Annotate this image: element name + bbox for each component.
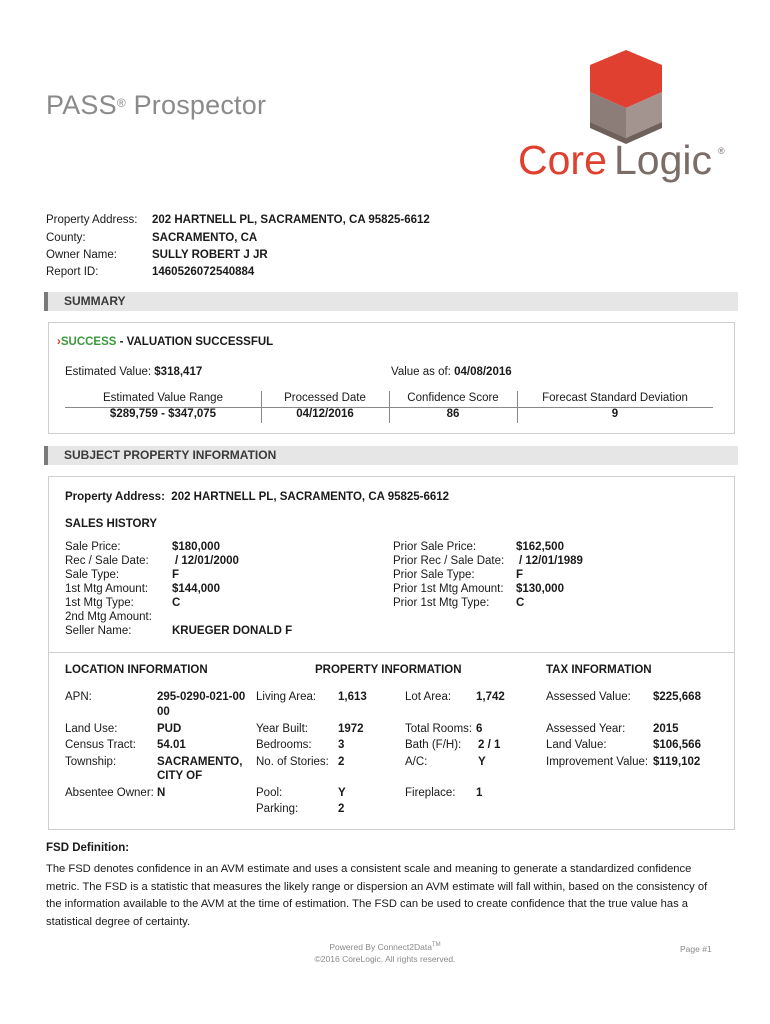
prior-sale-date-label: Prior Rec / Sale Date: [393, 555, 505, 567]
fireplace-value: 1 [476, 787, 483, 799]
svg-text:®: ® [718, 146, 725, 156]
township-value: SACRAMENTO, [157, 756, 243, 768]
land-use-value: PUD [157, 723, 182, 735]
tax-info-title: TAX INFORMATION [546, 664, 652, 676]
parking-label: Parking: [256, 803, 299, 815]
second-mtg-amount-label: 2nd Mtg Amount: [65, 611, 152, 623]
sale-price-value: $180,000 [172, 541, 220, 553]
first-mtg-amount-label: 1st Mtg Amount: [65, 583, 149, 595]
fsd-definition-text: The FSD denotes confidence in an AVM estimate and uses a consistent scale and meaning to generate a standardized confidence metric. The FSD is a statistic that measures the likely range or dispersion an AVM estimate will fall within, based on the consistency of the information available to the AVM at the time of estimation. The FSD can be used to create confidence that the true value has a statistical degree of certainty. [46, 863, 708, 928]
apn-value-cont: 00 [157, 706, 170, 718]
total-rooms-label: Total Rooms: [405, 723, 473, 735]
sale-type-label: Sale Type: [65, 569, 120, 581]
prior-mtg-amount-value: $130,000 [516, 583, 564, 595]
total-rooms-value: 6 [476, 723, 483, 735]
prior-sale-price-value: $162,500 [516, 541, 564, 553]
page-number: Page #1 [680, 944, 712, 954]
sales-divider [49, 652, 734, 653]
census-tract-value: 54.01 [157, 739, 186, 751]
confidence-score-label: Confidence Score [407, 392, 499, 404]
summary-col-divider [261, 391, 262, 423]
improvement-value-label: Improvement Value: [546, 756, 649, 768]
corelogic-logo [512, 50, 728, 185]
county-label: County: [46, 232, 86, 244]
assessed-year: 2015 [653, 723, 679, 735]
fsd-label: Forecast Standard Deviation [542, 392, 688, 404]
subject-address: Property Address: 202 HARTNELL PL, SACRAMENTO, CA 95825-6612 [65, 491, 450, 503]
living-area-label: Living Area: [256, 691, 317, 703]
lot-area-value: 1,742 [476, 691, 505, 703]
report-id-value: 1460526072540884 [152, 266, 255, 278]
township-value-cont: CITY OF [157, 770, 203, 782]
sales-history-title: SALES HISTORY [65, 518, 158, 530]
sale-type-value: F [172, 569, 180, 581]
address-label: Property Address: [46, 214, 138, 226]
lot-area-label: Lot Area: [405, 691, 452, 703]
svg-text:Logic: Logic [614, 137, 713, 183]
assessed-year-label: Assessed Year: [546, 723, 626, 735]
value-as-of: Value as of: 04/08/2016 [391, 366, 512, 378]
estimated-value: Estimated Value: $318,417 [65, 366, 203, 378]
assessed-value: $225,668 [653, 691, 701, 703]
fireplace-label: Fireplace: [405, 787, 456, 799]
summary-col-divider [389, 391, 390, 423]
apn-value: 295-0290-021-00 [157, 691, 246, 703]
census-tract-label: Census Tract: [65, 739, 136, 751]
report-id-label: Report ID: [46, 266, 99, 278]
processed-date-label: Processed Date [284, 392, 366, 404]
year-built-label: Year Built: [256, 723, 308, 735]
assessed-value-label: Assessed Value: [546, 691, 631, 703]
absentee-owner-value: N [157, 787, 166, 799]
fsd-definition-title: FSD Definition: [46, 842, 130, 854]
bedrooms-value: 3 [338, 739, 345, 751]
pool-value: Y [338, 787, 346, 799]
subject-section-header: SUBJECT PROPERTY INFORMATION [44, 446, 738, 465]
report-title: PASS® Prospector [46, 90, 267, 120]
status-chevron-icon: › [57, 336, 61, 348]
property-info-title: PROPERTY INFORMATION [315, 664, 462, 676]
land-value-label: Land Value: [546, 739, 607, 751]
bedrooms-label: Bedrooms: [256, 739, 312, 751]
sale-date-label: Rec / Sale Date: [65, 555, 149, 567]
township-label: Township: [65, 756, 117, 768]
owner-label: Owner Name: [46, 249, 117, 261]
seller-name-value: KRUEGER DONALD F [172, 625, 293, 637]
subject-box [48, 476, 735, 830]
svg-text:Core: Core [518, 137, 607, 183]
powered-by: Powered By Connect2Data™ [329, 942, 441, 952]
sale-price-label: Sale Price: [65, 541, 121, 553]
pool-label: Pool: [256, 787, 283, 799]
fsd-value: 9 [611, 408, 619, 420]
first-mtg-type-label: 1st Mtg Type: [65, 597, 134, 609]
owner-value: SULLY ROBERT J JR [152, 249, 268, 261]
corelogic-mark-icon [512, 50, 728, 185]
first-mtg-amount-value: $144,000 [172, 583, 220, 595]
absentee-owner-label: Absentee Owner: [65, 787, 154, 799]
bath-value: 2 / 1 [478, 739, 501, 751]
stories-value: 2 [338, 756, 345, 768]
sale-date-value: / 12/01/2000 [175, 555, 239, 567]
ac-value: Y [478, 756, 486, 768]
land-value: $106,566 [653, 739, 701, 751]
summary-col-divider [517, 391, 518, 423]
confidence-score-value: 86 [446, 408, 460, 420]
land-use-label: Land Use: [65, 723, 118, 735]
range-label: Estimated Value Range [103, 392, 223, 404]
address-value: 202 HARTNELL PL, SACRAMENTO, CA 95825-6612 [152, 214, 430, 226]
prior-sale-type-value: F [516, 569, 524, 581]
prior-sale-date-value: / 12/01/1989 [519, 555, 583, 567]
prior-sale-type-label: Prior Sale Type: [393, 569, 475, 581]
range-value: $289,759 - $347,075 [109, 408, 217, 420]
bath-label: Bath (F/H): [405, 739, 462, 751]
county-value: SACRAMENTO, CA [152, 232, 258, 244]
processed-date-value: 04/12/2016 [296, 408, 354, 420]
living-area-value: 1,613 [338, 691, 367, 703]
first-mtg-type-value: C [172, 597, 181, 609]
year-built-value: 1972 [338, 723, 364, 735]
location-info-title: LOCATION INFORMATION [65, 664, 208, 676]
prior-mtg-type-label: Prior 1st Mtg Type: [393, 597, 490, 609]
ac-label: A/C: [405, 756, 428, 768]
prior-mtg-amount-label: Prior 1st Mtg Amount: [393, 583, 504, 595]
summary-section-header: SUMMARY [44, 292, 738, 311]
prior-sale-price-label: Prior Sale Price: [393, 541, 477, 553]
apn-label: APN: [65, 691, 92, 703]
prior-mtg-type-value: C [516, 597, 525, 609]
improvement-value: $119,102 [653, 756, 701, 768]
stories-label: No. of Stories: [256, 756, 329, 768]
valuation-status: ›SUCCESS - VALUATION SUCCESSFUL [57, 336, 274, 348]
copyright: ©2016 CoreLogic. All rights reserved. [314, 954, 456, 964]
parking-value: 2 [338, 803, 345, 815]
summary-box [48, 322, 735, 434]
seller-name-label: Seller Name: [65, 625, 132, 637]
